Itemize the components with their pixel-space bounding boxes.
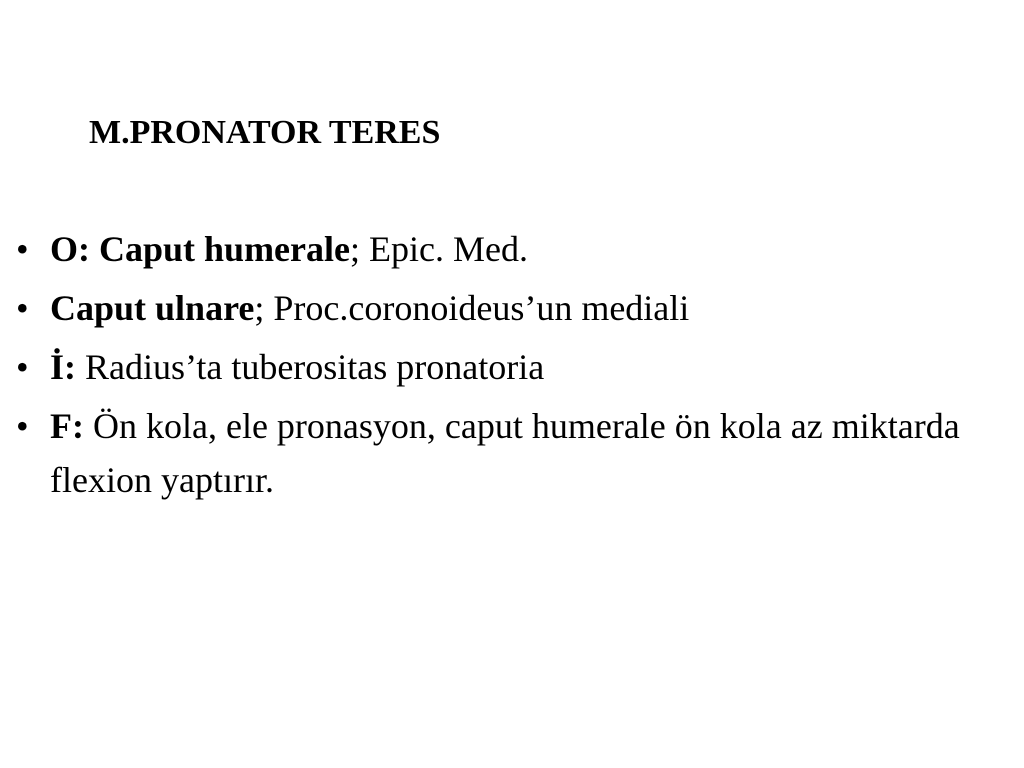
bullet-dot-icon: •: [16, 347, 29, 387]
bullet-item-origin-humeral: [16, 222, 1006, 276]
bullet-rest: ; Epic. Med.: [350, 229, 528, 269]
bullet-text: [50, 340, 1006, 394]
bullet-item-origin-ulnar: [16, 281, 1006, 335]
bullet-dot-icon: •: [16, 229, 29, 269]
bullet-item-function: [16, 399, 1006, 507]
bullet-lead: F:: [50, 406, 84, 446]
slide-title: M.PRONATOR TERES: [89, 114, 441, 151]
bullet-lead: Caput ulnare: [50, 288, 255, 328]
bullet-rest: ; Proc.coronoideus’un mediali: [254, 288, 690, 328]
bullet-list: [16, 222, 1006, 512]
bullet-dot-icon: •: [16, 288, 29, 328]
bullet-rest: Ön kola, ele pronasyon, caput humerale ön kola az miktarda flexion yaptırır.: [50, 406, 960, 500]
bullet-text: [50, 281, 1006, 335]
bullet-lead: O: Caput humerale: [50, 229, 350, 269]
bullet-lead: İ:: [50, 347, 76, 387]
bullet-rest: Radius’ta tuberositas pronatoria: [76, 347, 545, 387]
bullet-text: [50, 399, 1006, 507]
bullet-dot-icon: •: [16, 406, 29, 446]
bullet-text: [50, 222, 1006, 276]
bullet-item-insertion: [16, 340, 1006, 394]
